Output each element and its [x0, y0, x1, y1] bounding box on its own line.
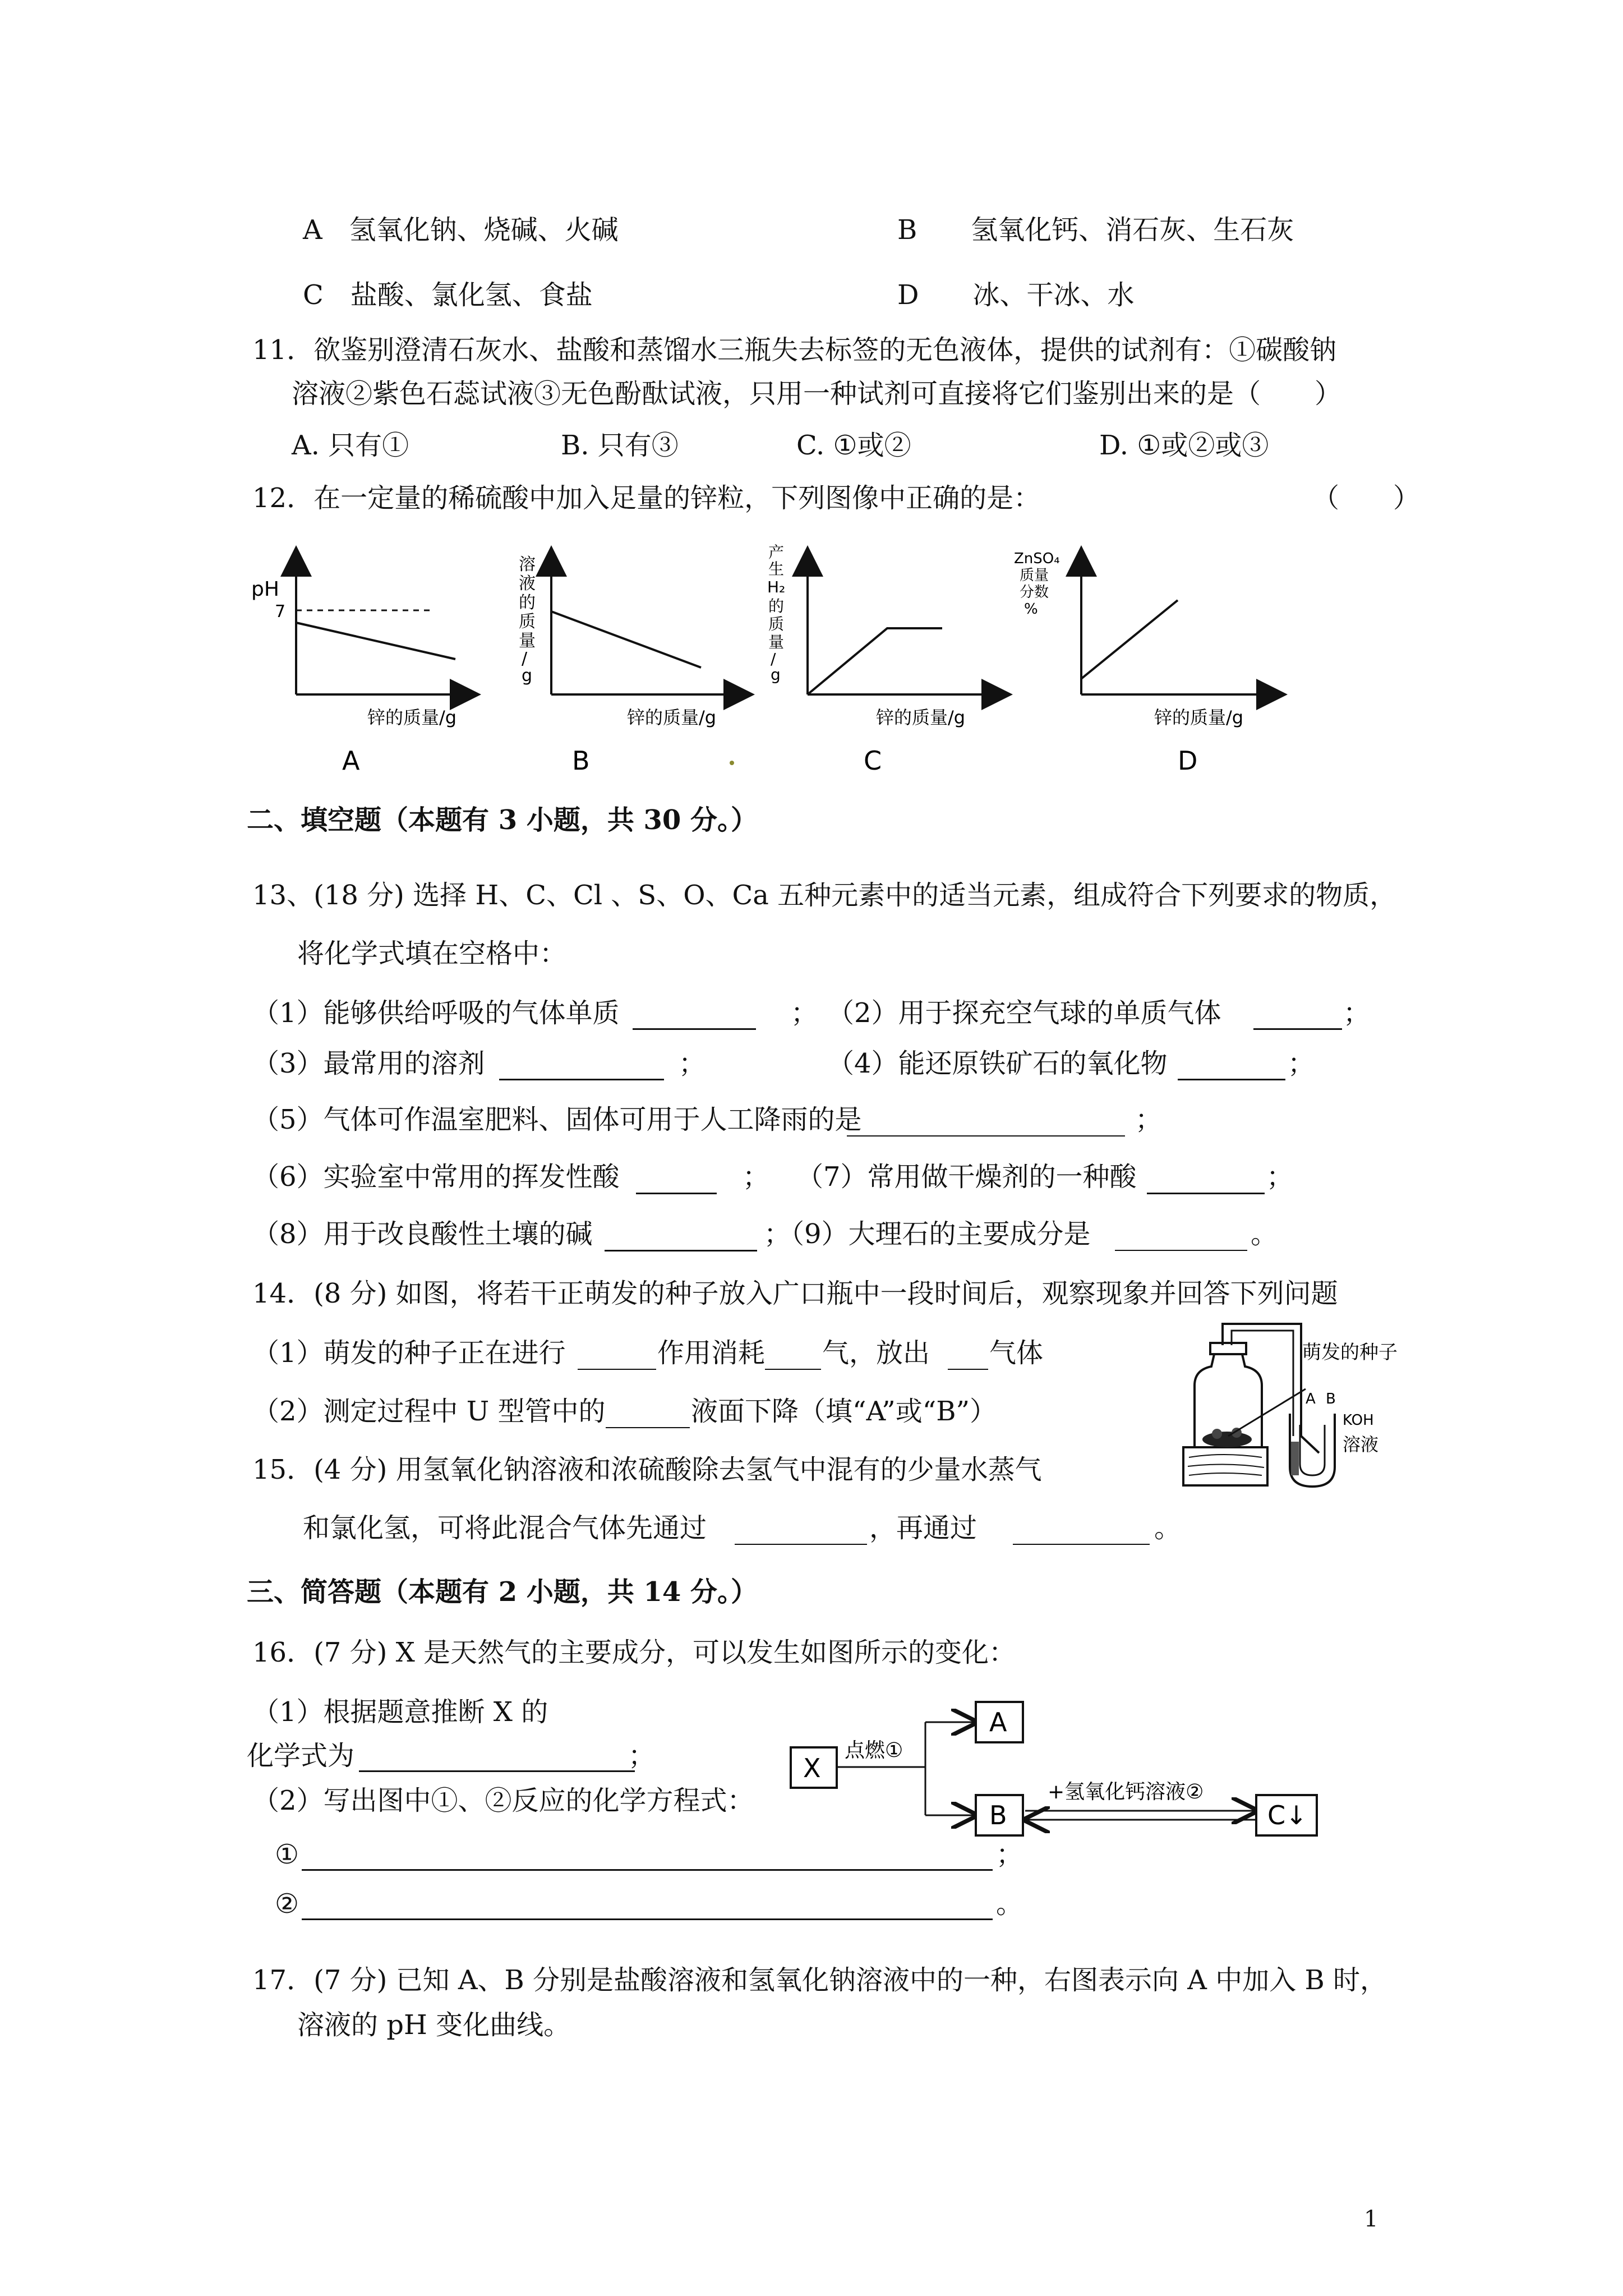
section-3-heading: 三、简答题（本题有 2 小题，共 14 分。）	[247, 1576, 758, 1608]
q13-stem-line2: 将化学式填在空格中：	[297, 938, 567, 969]
q16-part1-b: 化学式为	[247, 1740, 355, 1772]
graph-a-tick-7: 7	[275, 602, 286, 622]
q16-stem: 16．(7 分) X 是天然气的主要成分，可以发生如图所示的变化：	[252, 1637, 1016, 1668]
box-b-label: B	[989, 1800, 1007, 1830]
q15-period: 。	[1154, 1512, 1182, 1544]
q13-item-4-semicolon: ；	[1288, 1048, 1315, 1079]
q11-stem-line1: 11．欲鉴别澄清石灰水、盐酸和蒸馏水三瓶失去标签的无色液体，提供的试剂有：①碳酸钠	[252, 334, 1337, 366]
q12-stem: 12．在一定量的稀硫酸中加入足量的锌粒，下列图像中正确的是：	[252, 482, 1041, 514]
q11-option-b: B. 只有③	[561, 430, 679, 461]
graph-d-letter: D	[1178, 746, 1198, 776]
q13-item-7-semicolon: ；	[1266, 1161, 1294, 1193]
label-reagent: +氢氧化钙溶液②	[1048, 1780, 1204, 1803]
label-ignite: 点燃①	[845, 1739, 903, 1762]
label-solution: 溶液	[1343, 1434, 1379, 1455]
q15-stem-line1: 15．(4 分) 用氢氧化钠溶液和浓硫酸除去氢气中混有的少量水蒸气	[252, 1454, 1042, 1485]
q13-item-6-semicolon: ；	[743, 1161, 770, 1193]
q16-eq1-semicolon: ；	[996, 1839, 1023, 1870]
q14-part1-b: 作用消耗	[657, 1337, 766, 1369]
label-a: A	[1306, 1391, 1316, 1407]
q15-stem-line2a: 和氯化氢，可将此混合气体先通过	[303, 1512, 707, 1544]
graph-c-letter: C	[864, 746, 882, 776]
graph-a-ylabel: pH	[251, 578, 279, 601]
q17-stem-line1: 17．(7 分) 已知 A、B 分别是盐酸溶液和氢氧化钠溶液中的一种，右图表示向 A 中加入 B 时，	[252, 1964, 1387, 1996]
page-number: 1	[1364, 2206, 1378, 2232]
q13-item-9-period: 。	[1251, 1218, 1278, 1250]
q13-item-7: （7）常用做干燥剂的一种酸	[796, 1161, 1137, 1193]
q13-item-1-semicolon: ；	[791, 997, 818, 1029]
label-b: B	[1326, 1391, 1336, 1407]
graph-b-xlabel: 锌的质量/g	[627, 707, 717, 728]
q14-part1-a: （1）萌发的种子正在进行	[252, 1337, 566, 1369]
q10-option-b: B 氢氧化钙、消石灰、生石灰	[897, 214, 1294, 246]
q13-item-9: ；（9）大理石的主要成分是	[764, 1218, 1091, 1250]
q13-item-8: （8）用于改良酸性土壤的碱	[252, 1218, 593, 1250]
box-a-label: A	[989, 1707, 1007, 1737]
q11-option-d: D. ①或②或③	[1099, 430, 1269, 461]
q14-stem: 14．(8 分) 如图，将若干正萌发的种子放入广口瓶中一段时间后，观察现象并回答下列问题	[252, 1278, 1338, 1309]
q13-stem-line1: 13、(18 分) 选择 H、C、Cl 、S、O、Ca 五种元素中的适当元素，组成符合下列要求的物质，	[252, 880, 1397, 911]
q13-item-1: （1）能够供给呼吸的气体单质	[252, 997, 620, 1029]
q15-stem-line2b: ，再通过	[869, 1512, 978, 1544]
q16-eq2-number: ②	[275, 1888, 299, 1920]
q13-item-4: （4）能还原铁矿石的氧化物	[827, 1048, 1168, 1079]
q12-answer-paren: （ ）	[1312, 482, 1421, 514]
q14-part1-c: 气，放出	[822, 1337, 930, 1369]
q11-option-c: C. ①或②	[796, 430, 911, 461]
q10-option-a: A 氢氧化钠、烧碱、火碱	[303, 214, 619, 246]
q13-item-6: （6）实验室中常用的挥发性酸	[252, 1161, 620, 1193]
section-2-heading: 二、填空题（本题有 3 小题，共 30 分。）	[247, 804, 758, 836]
box-c-label: C↓	[1267, 1800, 1307, 1830]
q13-item-5-semicolon: ；	[1135, 1104, 1163, 1135]
label-seeds: 萌发的种子	[1302, 1341, 1398, 1364]
graph-a-xlabel: 锌的质量/g	[367, 707, 457, 728]
graph-a-letter: A	[342, 746, 360, 776]
q11-stem-line2: 溶液②紫色石蕊试液③无色酚酞试液，只用一种试剂可直接将它们鉴别出来的是（ ）	[292, 378, 1342, 409]
q17-stem-line2: 溶液的 pH 变化曲线。	[297, 2009, 571, 2041]
q14-part2-a: （2）测定过程中 U 型管中的	[252, 1396, 606, 1427]
graph-d-ylabel: ZnSO₄ 质量 分数 %	[1014, 550, 1060, 618]
q16-part2: （2）写出图中①、②反应的化学方程式：	[252, 1785, 754, 1816]
graph-c-ylabel: 产 生 H₂ 的 质 量 / g	[767, 543, 786, 684]
q16-part1: （1）根据题意推断 X 的	[252, 1696, 548, 1728]
graph-d-xlabel: 锌的质量/g	[1154, 707, 1244, 728]
q13-item-2-semicolon: ；	[1343, 997, 1371, 1029]
graph-b-ylabel: 溶 液 的 质 量 / g	[519, 555, 536, 685]
q13-item-3-semicolon: ；	[679, 1048, 706, 1079]
graph-c-xlabel: 锌的质量/g	[876, 707, 966, 728]
q16-eq1-number: ①	[275, 1839, 299, 1870]
q13-item-3: （3）最常用的溶剂	[252, 1048, 485, 1079]
q14-part1-d: 气体	[989, 1337, 1044, 1369]
q10-option-c: C 盐酸、氯化氢、食盐	[303, 279, 593, 311]
q14-part2-b: 液面下降（填“A”或“B”）	[691, 1396, 997, 1427]
label-koh: KOH	[1343, 1412, 1374, 1429]
q13-item-2: （2）用于探充空气球的单质气体	[827, 997, 1221, 1029]
q16-eq2-period: 。	[996, 1888, 1023, 1920]
graph-b-letter: B	[572, 746, 590, 776]
q16-part1-semicolon: ；	[628, 1740, 656, 1772]
q13-item-5: （5）气体可作温室肥料、固体可用于人工降雨的是	[252, 1104, 862, 1135]
box-x-label: X	[803, 1753, 821, 1783]
q11-option-a: A. 只有①	[292, 430, 409, 461]
q10-option-d: D 冰、干冰、水	[897, 279, 1135, 311]
